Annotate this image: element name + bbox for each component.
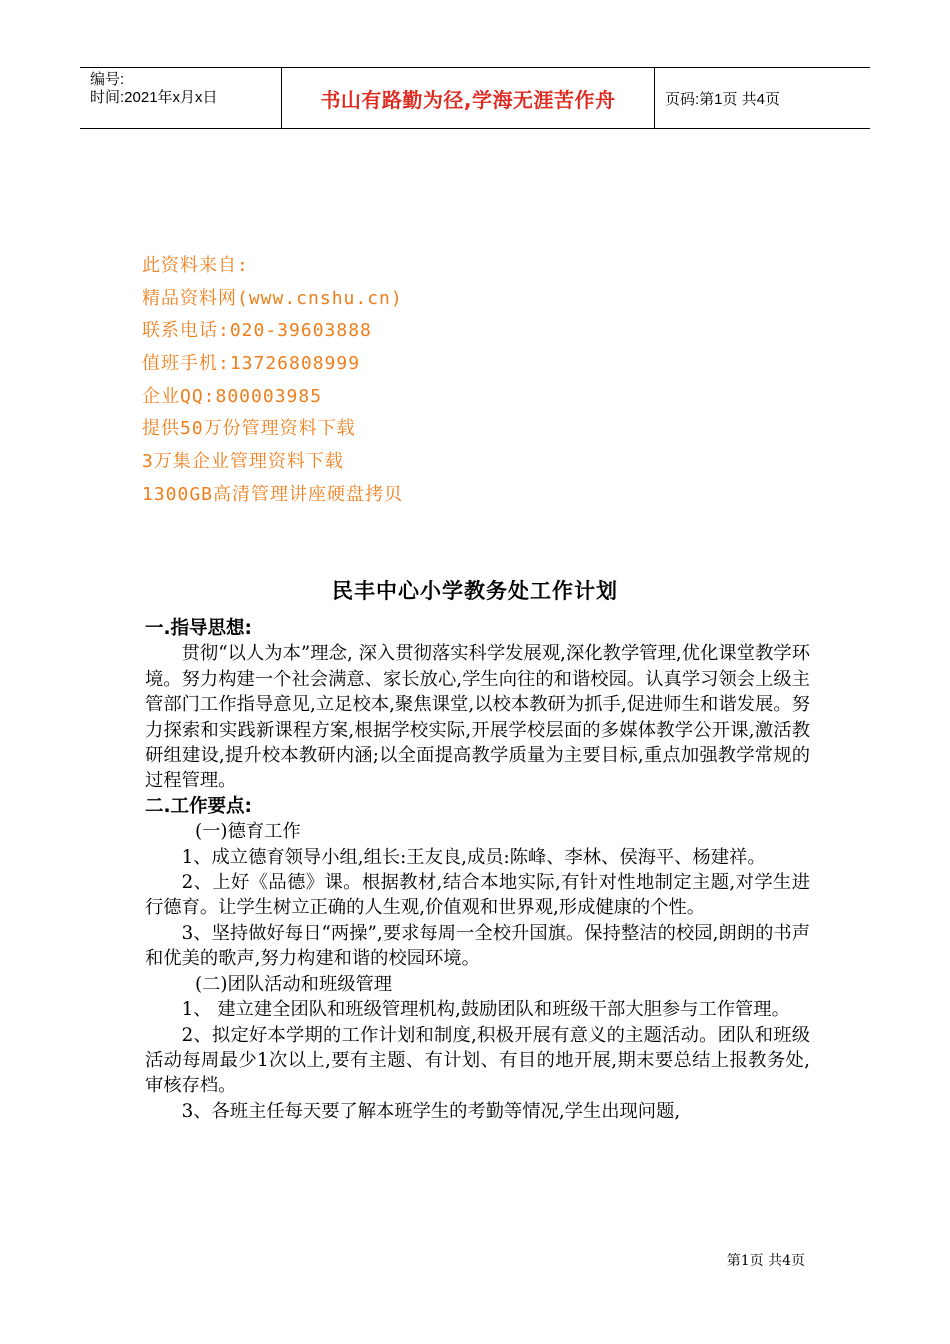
- source-line: 联系电话:020-39603888: [142, 320, 372, 342]
- source-line: 3万集企业管理资料下载: [142, 451, 344, 473]
- source-line: 1300GB高清管理讲座硬盘拷贝: [142, 483, 404, 505]
- date-label: 时间:2021年x月x日: [90, 89, 218, 106]
- paragraph: 2、拟定好本学期的工作计划和制度,积极开展有意义的主题活动。团队和班级活动每周最少1次以上,要有主题、有计划、有目的地开展,期末要总结上报教务处,审核存档。: [145, 1024, 810, 1097]
- paragraph: 贯彻“以人为本”理念, 深入贯彻落实科学发展观,深化教学管理,优化课堂教学环境。努力构建一个社会满意、家长放心,学生向往的和谐校园。认真学习领会上级主管部门工作指导意见,立足校本,聚焦课堂,以校本教研为抓手,促进师生和谐发展。努力探索和实践新课程方案,根据学校实际,开展学校层面的多媒体教学公开课,激活教研组建设,提升校本教研内涵;以全面提高教学质量为主要目标,重点加强教学常规的过程管理。: [145, 643, 810, 792]
- header-motto: 书山有路勤为径,学海无涯苦作舟: [282, 68, 655, 128]
- document-title: 民丰中心小学教务处工作计划: [332, 579, 618, 603]
- header-page-info: 页码:第1页 共4页: [665, 90, 781, 108]
- paragraph: 3、坚持做好每日“两操”,要求每周一全校升国旗。保持整洁的校园,朗朗的书声和优美的歌声,努力构建和谐的校园环境。: [145, 922, 810, 970]
- source-line: 提供50万份管理资料下载: [142, 418, 356, 440]
- section-heading: 一.指导思想:: [145, 618, 252, 639]
- source-line: 精品资料网(www.cnshu.cn): [142, 287, 403, 309]
- source-line: 此资料来自:: [142, 255, 249, 276]
- number-label: 编号:: [90, 71, 125, 88]
- paragraph: 3、各班主任每天要了解本班学生的考勤等情况,学生出现问题,: [181, 1100, 681, 1122]
- header-left-cell: [80, 68, 282, 128]
- footer-page-info: 第1页 共4页: [726, 1253, 805, 1269]
- source-line: 企业QQ:800003985: [142, 385, 323, 407]
- paragraph: 2、上好《品德》课。根据教材,结合本地实际,有针对性地制定主题,对学生进行德育。让学生树立正确的人生观,价值观和世界观,形成健康的个性。: [145, 872, 810, 919]
- document-body: [145, 616, 810, 1124]
- source-info-block: [142, 250, 403, 512]
- source-line: 值班手机:13726808999: [142, 353, 361, 375]
- header-table: [80, 67, 870, 129]
- paragraph: 1、 建立建全团队和班级管理机构,鼓励团队和班级干部大胆参与工作管理。: [181, 999, 790, 1021]
- subsection-heading: (一)德育工作: [195, 821, 301, 843]
- subsection-heading: (二)团队活动和班级管理: [195, 973, 393, 995]
- paragraph: 1、成立德育领导小组,组长:王友良,成员:陈峰、李林、侯海平、杨建祥。: [181, 846, 766, 868]
- section-heading: 二.工作要点:: [145, 795, 252, 817]
